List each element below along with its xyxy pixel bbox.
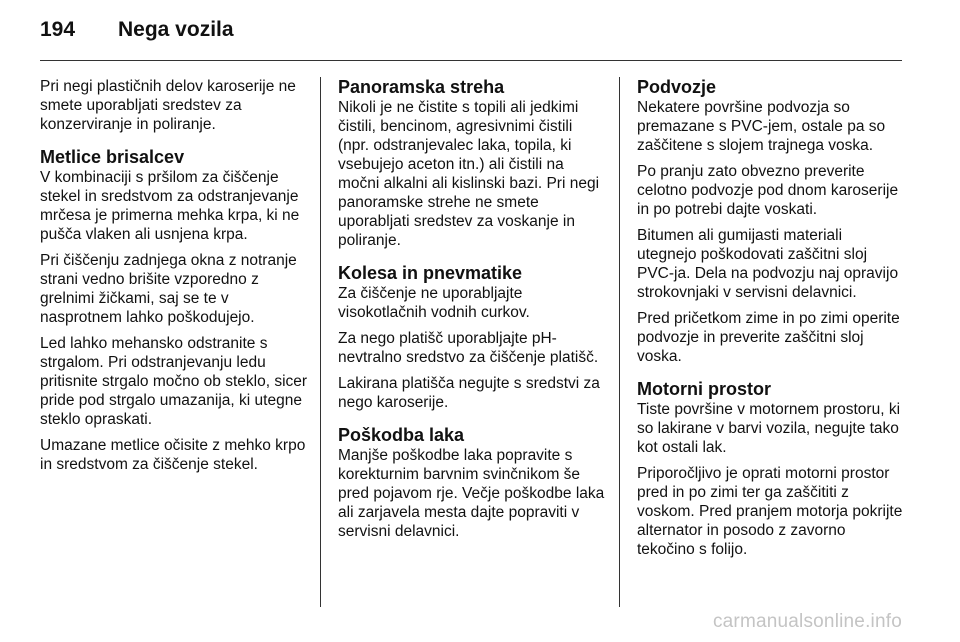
paragraph: Pri negi plastičnih delov karoserije ne smete uporabljati sredstev za konzerviranje in poliranje. (40, 78, 296, 133)
paragraph: Umazane metlice očisite z mehko krpo in sredstvom za čiščenje stekel. (40, 437, 306, 473)
section-heading-paint-damage: Poškodba laka (338, 425, 465, 445)
paragraph: Bitumen ali gumijasti materiali utegnejo poškodovati zaščitni sloj PVC-ja. Dela na podvozju naj opravijo strokovnjaki v servisni delavnici. (637, 227, 899, 301)
section-heading-wipers: Metlice brisalcev (40, 147, 185, 167)
column-2 (338, 77, 606, 548)
paragraph: Pred pričetkom zime in po zimi operite podvozje in preverite zaščitni sloj voska. (637, 310, 900, 365)
paragraph: Po pranju zato obvezno preverite celotno podvozje pod dnom karoserije in po potrebi dajte voskati. (637, 163, 899, 218)
page-title: Nega vozila (118, 18, 234, 41)
section-heading-wheels: Kolesa in pnevmatike (338, 263, 523, 283)
section-heading-sunroof: Panoramska streha (338, 77, 505, 97)
paragraph: Nikoli je ne čistite s topili ali jedkimi čistili, bencinom, agresivnimi čistili (npr. odstranjevalec laka, topila, ki vsebujejo aceton itn.) ali čistili na močni alkalni ali kislinski bazi. Pri negi panoramske strehe ne smete uporabljati sredstev za voskanje in poliranje. (338, 99, 600, 249)
paragraph: Priporočljivo je oprati motorni prostor pred in po zimi ter ga zaščititi z voskom. Pred pranjem motorja pokrijte alternator in posodo z zavorno tekočino s folijo. (637, 465, 903, 558)
column-3 (637, 77, 905, 566)
paragraph: Pri čiščenju zadnjega okna z notranje strani vedno brišite vzporedno z grelnimi žičkami, saj se te v nasprotnem lahko poškodujejo. (40, 252, 297, 326)
paragraph: Za nego platišč uporabljajte pH-nevtralno sredstvo za čiščenje platišč. (338, 330, 599, 366)
paragraph: V kombinaciji s pršilom za čiščenje stekel in sredstvom za odstranjevanje mrčesa je primerna mehka krpa, ki ne pušča vlaken ali usnjena krpa. (40, 169, 300, 243)
section-heading-engine-compartment: Motorni prostor (637, 379, 771, 399)
paragraph: Manjše poškodbe laka popravite s korekturnim barvnim svinčnikom še pred pojavom rje. Večje poškodbe laka ali zarjavela mesta dajte popraviti v servisni delavnici. (338, 447, 605, 540)
paragraph: Za čiščenje ne uporabljajte visokotlačnih vodnih curkov. (338, 285, 530, 321)
paragraph: Led lahko mehansko odstranite s strgalom. Pri odstranjevanju ledu pritisnite strgalo močno ob steklo, sicer pride pod strgalo umazanija, ki utegne steklo opraskati. (40, 335, 308, 428)
paragraph: Lakirana platišča negujte s sredstvi za nego karoserije. (338, 375, 600, 411)
watermark: carmanualsonline.info (712, 611, 902, 632)
page-header (40, 18, 234, 46)
column-divider (320, 77, 321, 607)
paragraph: Tiste površine v motornem prostoru, ki so lakirane v barvi vozila, negujte tako kot ostali lak. (637, 401, 901, 456)
section-heading-underbody: Podvozje (637, 77, 717, 97)
header-rule (40, 60, 902, 61)
page-number: 194 (40, 18, 76, 41)
paragraph: Nekatere površine podvozja so premazane s PVC-jem, ostale pa so zaščitene s slojem trajnega voska. (637, 99, 886, 154)
column-1 (40, 77, 308, 481)
column-divider (619, 77, 620, 607)
